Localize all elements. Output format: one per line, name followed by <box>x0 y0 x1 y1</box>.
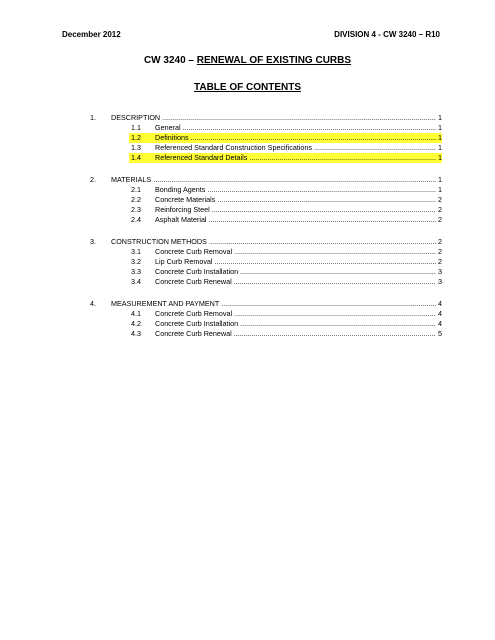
toc-subsection-row[interactable] <box>90 309 442 319</box>
subsection-title: Concrete Curb Installation ..... <box>155 267 436 277</box>
toc-subsection-row[interactable] <box>90 319 442 329</box>
section-page-number: 1 <box>438 175 442 184</box>
subsection-title: Bonding Agents ..... <box>155 185 436 195</box>
toc-subsection-row[interactable] <box>90 133 442 143</box>
subsection-number: 2.2 <box>131 195 141 204</box>
subsection-page-number: 2 <box>438 247 442 256</box>
subsection-number: 4.3 <box>131 329 141 338</box>
subsection-number: 3.2 <box>131 257 141 266</box>
subsection-page-number: 1 <box>438 123 442 132</box>
toc-section-row[interactable] <box>90 113 442 123</box>
subsection-page-number: 1 <box>438 185 442 194</box>
subsection-title: Concrete Materials ..... <box>155 195 436 205</box>
subsection-number: 3.1 <box>131 247 141 256</box>
subsection-number: 4.2 <box>131 319 141 328</box>
subsection-page-number: 2 <box>438 205 442 214</box>
subsection-number: 3.4 <box>131 277 141 286</box>
section-title: CONSTRUCTION METHODS ..... <box>111 237 436 247</box>
subsection-page-number: 1 <box>438 143 442 152</box>
subsection-title: Concrete Curb Removal ..... <box>155 247 436 257</box>
subsection-page-number: 4 <box>438 309 442 318</box>
subsection-number: 3.3 <box>131 267 141 276</box>
subsection-page-number: 3 <box>438 277 442 286</box>
subsection-title: General ..... <box>155 123 436 133</box>
toc-subsection-row[interactable] <box>90 257 442 267</box>
toc-subsection-row[interactable] <box>90 195 442 205</box>
table-of-contents <box>90 113 442 351</box>
toc-section <box>90 175 442 225</box>
subsection-page-number: 3 <box>438 267 442 276</box>
subsection-page-number: 2 <box>438 215 442 224</box>
subsection-title: Asphalt Material ..... <box>155 215 436 225</box>
subsection-page-number: 2 <box>438 195 442 204</box>
subsection-number: 1.3 <box>131 143 141 152</box>
subsection-title: Concrete Curb Renewal ..... <box>155 277 436 287</box>
subsection-page-number: 2 <box>438 257 442 266</box>
toc-section <box>90 113 442 163</box>
section-title: DESCRIPTION ..... <box>111 113 436 123</box>
section-title: MATERIALS ..... <box>111 175 436 185</box>
subsection-page-number: 5 <box>438 329 442 338</box>
toc-subsection-row[interactable] <box>90 329 442 339</box>
toc-section <box>90 237 442 287</box>
title-prefix: CW 3240 – <box>143 55 197 66</box>
subsection-page-number: 4 <box>438 319 442 328</box>
subsection-number: 2.4 <box>131 215 141 224</box>
subsection-title: Definitions ..... <box>155 133 436 143</box>
toc-subsection-row[interactable] <box>90 185 442 195</box>
subsection-page-number: 1 <box>438 153 442 162</box>
toc-subsection-row[interactable] <box>90 215 442 225</box>
toc-subsection-row[interactable] <box>90 267 442 277</box>
section-number: 3. <box>90 237 96 246</box>
toc-section <box>90 299 442 339</box>
toc-subsection-row[interactable] <box>90 153 442 163</box>
section-page-number: 2 <box>438 237 442 246</box>
subsection-title: Concrete Curb Renewal ..... <box>155 329 436 339</box>
toc-section-row[interactable] <box>90 299 442 309</box>
subsection-page-number: 1 <box>438 133 442 142</box>
section-number: 1. <box>90 113 96 122</box>
subsection-title: Referenced Standard Details ..... <box>155 153 436 163</box>
title-main: RENEWAL OF EXISTING CURBS <box>196 55 352 66</box>
subsection-title: Referenced Standard Construction Specifications ..... <box>155 143 436 153</box>
subsection-number: 1.4 <box>131 153 141 162</box>
document-title <box>0 55 495 66</box>
section-page-number: 4 <box>438 299 442 308</box>
toc-subsection-row[interactable] <box>90 123 442 133</box>
toc-subsection-row[interactable] <box>90 277 442 287</box>
toc-section-row[interactable] <box>90 237 442 247</box>
section-number: 4. <box>90 299 96 308</box>
toc-title: TABLE OF CONTENTS <box>193 82 302 93</box>
subsection-title: Concrete Curb Removal ..... <box>155 309 436 319</box>
toc-subsection-row[interactable] <box>90 205 442 215</box>
subsection-number: 1.1 <box>131 123 141 132</box>
subsection-number: 1.2 <box>131 133 141 142</box>
header-date: December 2012 <box>62 30 121 39</box>
subsection-title: Reinforcing Steel ..... <box>155 205 436 215</box>
subsection-number: 4.1 <box>131 309 141 318</box>
section-number: 2. <box>90 175 96 184</box>
subsection-number: 2.3 <box>131 205 141 214</box>
toc-subsection-row[interactable] <box>90 143 442 153</box>
subsection-number: 2.1 <box>131 185 141 194</box>
subsection-title: Lip Curb Removal ..... <box>155 257 436 267</box>
toc-subsection-row[interactable] <box>90 247 442 257</box>
toc-section-row[interactable] <box>90 175 442 185</box>
section-page-number: 1 <box>438 113 442 122</box>
section-title: MEASUREMENT AND PAYMENT ..... <box>111 299 436 309</box>
header-division: DIVISION 4 - CW 3240 – R10 <box>334 30 440 39</box>
subsection-title: Concrete Curb Installation ..... <box>155 319 436 329</box>
